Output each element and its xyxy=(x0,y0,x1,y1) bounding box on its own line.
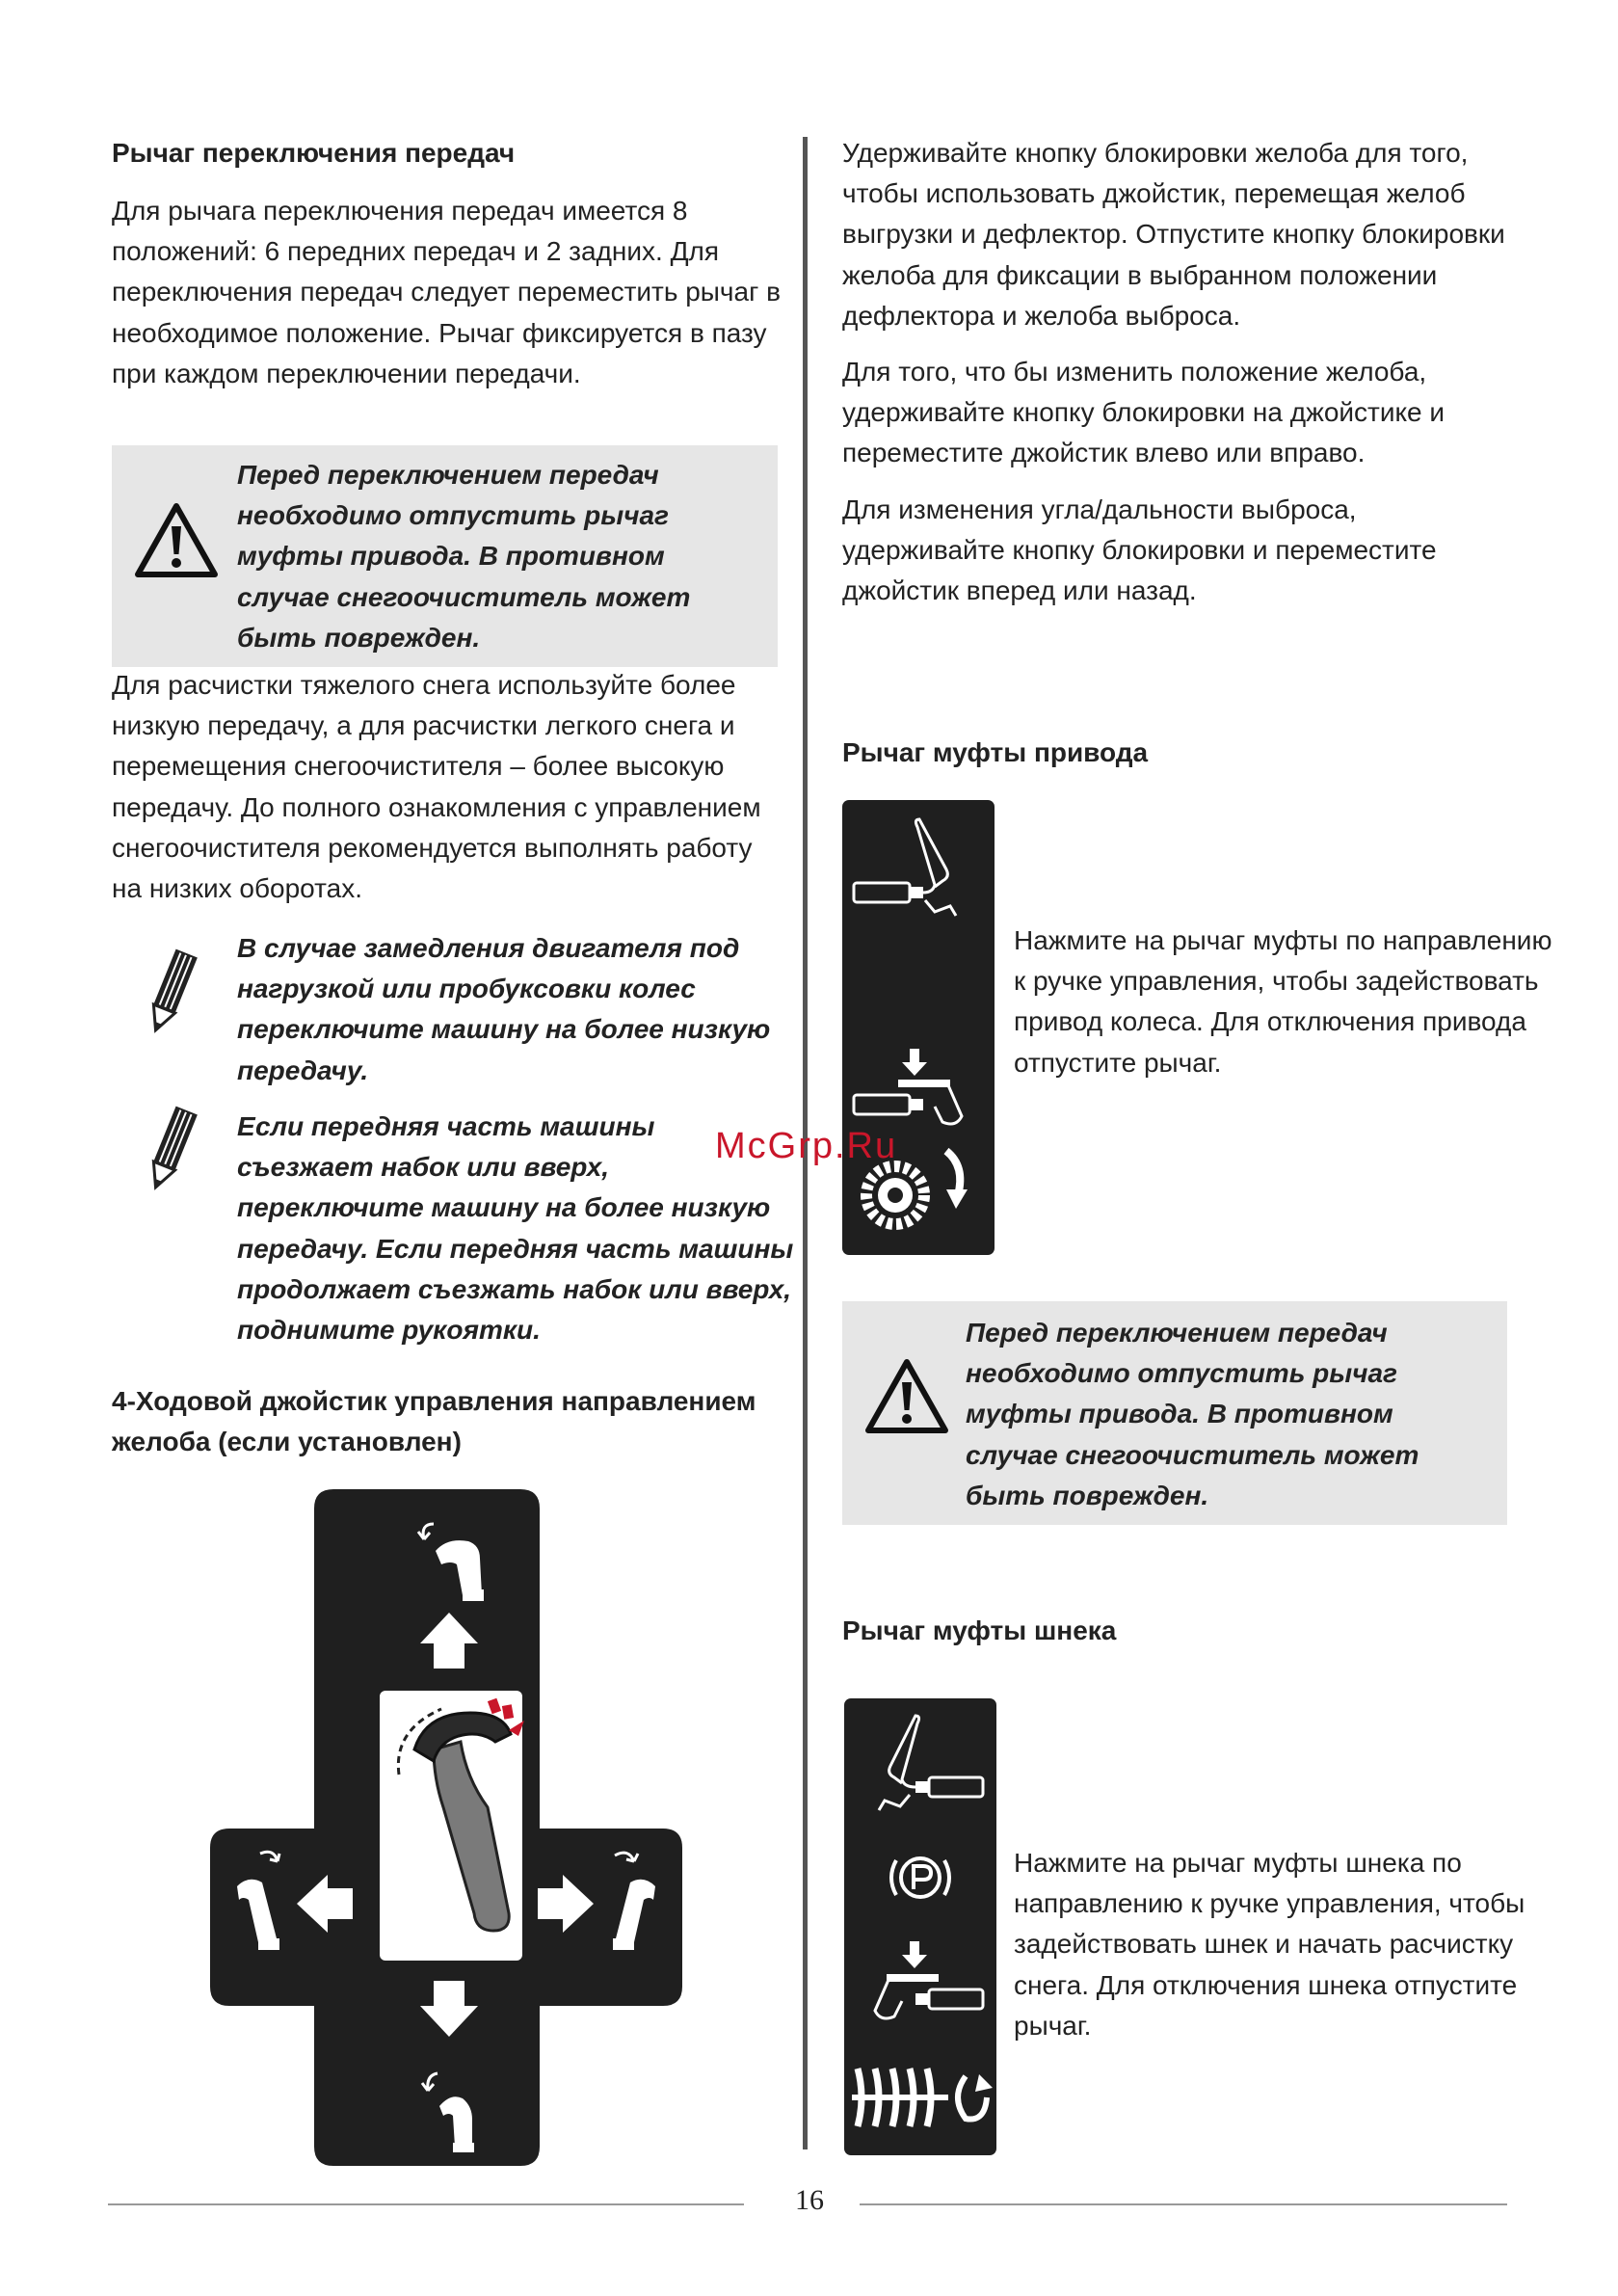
note-low-gear: В случае замедления двигателя под нагрузкой или пробуксовки колес переключите машину на более низкую передачу. xyxy=(237,933,771,1085)
heavy-snow-text: Для расчистки тяжелого снега используйте более низкую передачу, а для расчистки легкого снега и перемещения снегоочистителя – более высокую передачу. До полного ознакомления с управлением снегоочистителя рекомендуется выполнять работу на низких оборотах. xyxy=(112,670,761,904)
warning-box-gear xyxy=(112,445,778,667)
drive-clutch-pictogram xyxy=(842,800,995,1255)
joystick-diagram xyxy=(210,1489,682,2166)
auger-clutch-heading: Рычаг муфты шнека xyxy=(842,1615,1117,1645)
warning-text-gear: Перед переключением передач необходимо отпустить рычаг муфты привода. В противном случае снегоочиститель может быть поврежден. xyxy=(237,460,691,653)
gear-lever-heading: Рычаг переключения передач xyxy=(112,138,516,168)
chute-angle-text: Для изменения угла/дальности выброса, удерживайте кнопку блокировки и переместите джойстик вперед или назад. xyxy=(842,494,1437,606)
watermark: McGrp.Ru xyxy=(715,1126,898,1166)
pencil-icon xyxy=(145,1102,199,1194)
auger-clutch-pictogram xyxy=(844,1698,996,2155)
auger-clutch-text: Нажмите на рычаг муфты шнека по направлению к ручке управления, чтобы задействовать шнек и начать расчистку снега. Для отключения шнека отпустите рычаг. xyxy=(1014,1848,1525,2041)
chute-lock-text: Удерживайте кнопку блокировки желоба для того, чтобы использовать джойстик, перемещая желоб выгрузки и дефлектор. Отпустите кнопку блокировки желоба для фиксации в выбранном положении дефлектора и желоба выброса. xyxy=(842,138,1505,331)
warning-triangle-icon xyxy=(863,1357,950,1436)
pencil-icon xyxy=(145,945,199,1037)
footer-rule-left xyxy=(108,2203,744,2205)
joystick-heading: 4-Ходовой джойстик управления направлением желоба (если установлен) xyxy=(112,1386,756,1456)
footer-rule-right xyxy=(860,2203,1507,2205)
warning-triangle-icon xyxy=(133,501,220,580)
warning-box-drive xyxy=(842,1301,1507,1525)
gear-lever-text: Для рычага переключения передач имеется 8 положений: 6 передних передач и 2 задних. Для переключения передач следует переместить рычаг в необходимое положение. Рычаг фиксируется в пазу при каждом переключении передачи. xyxy=(112,196,781,388)
drive-clutch-heading: Рычаг муфты привода xyxy=(842,737,1149,767)
note-front-slipping: Если передняя часть машины съезжает набок или вверх, переключите машину на более низкую передачу. Если передняя часть машины продолжает съезжать набок или вверх, поднимите рукоятки. xyxy=(237,1111,794,1346)
chute-direction-text: Для того, что бы изменить положение желоба, удерживайте кнопку блокировки на джойстике и переместите джойстик влево или вправо. xyxy=(842,357,1446,468)
drive-clutch-text: Нажмите на рычаг муфты по направлению к ручке управления, чтобы задействовать привод колеса. Для отключения привода отпустите рычаг. xyxy=(1014,925,1552,1078)
warning-text-drive: Перед переключением передач необходимо отпустить рычаг муфты привода. В противном случае снегоочиститель может быть поврежден. xyxy=(966,1318,1419,1510)
page-number: 16 xyxy=(795,2184,824,2216)
